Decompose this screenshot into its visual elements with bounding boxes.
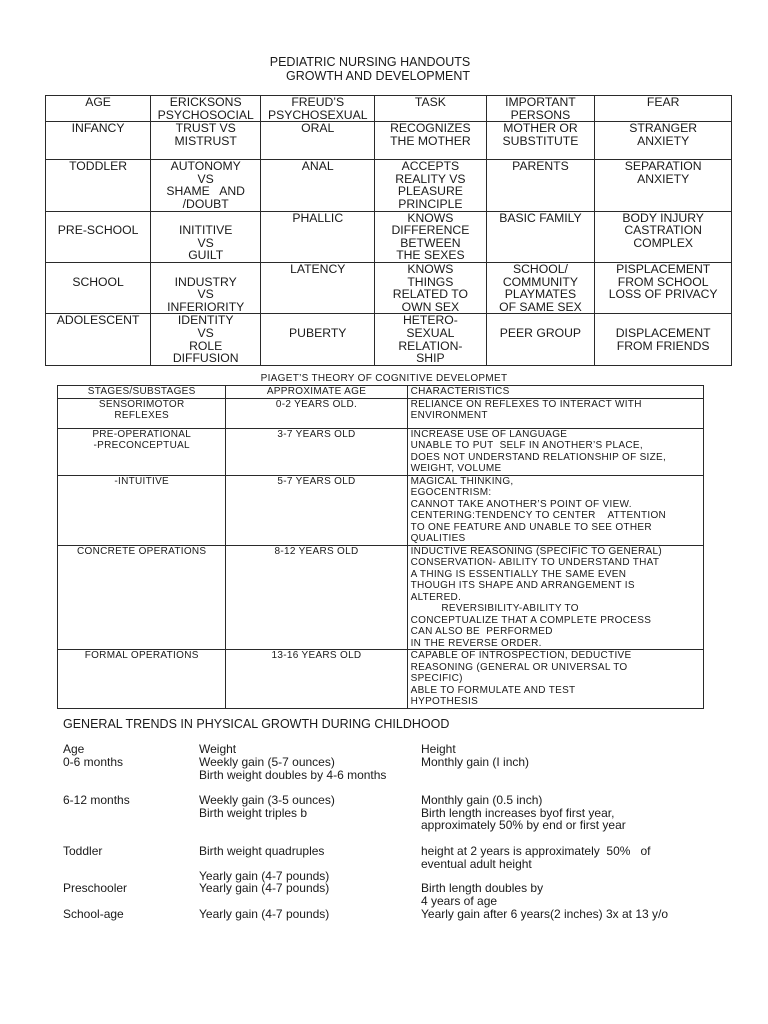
growth-weight: Weekly gain (5-7 ounces): [199, 755, 335, 769]
cell-text-line: FORMAL OPERATIONS: [84, 650, 199, 661]
growth-weight: Birth weight triples b: [199, 805, 308, 820]
table-header-row: [46, 96, 732, 122]
cell-text-line: IN THE REVERSE ORDER.: [410, 637, 542, 649]
cell-fear: [595, 160, 732, 211]
cell-text-line: MISTRUST: [174, 133, 237, 148]
cell-psychosocial: [151, 122, 261, 160]
cell-task: [375, 122, 486, 160]
cell-text-line: RELIANCE ON REFLEXES TO INTERACT WITH: [410, 398, 642, 410]
cell-text-line: ENVIRONMENT: [410, 410, 488, 421]
growth-age: Toddler: [63, 844, 103, 858]
cell-text-line: PLEASURE: [397, 184, 463, 199]
cell-text-line: ADOLESCENT: [56, 313, 140, 328]
cell-characteristics: [407, 650, 703, 709]
cell-text-line: COMMUNITY: [502, 274, 579, 289]
growth-height: Monthly gain (I inch): [421, 755, 530, 769]
cell-text-line: MOTHER OR: [503, 121, 578, 136]
growth-height: Yearly gain after 6 years(2 inches) 3x at 13 y/o: [421, 907, 669, 921]
cell-text-line: SHIP: [416, 351, 445, 366]
cell-stage: [58, 545, 226, 650]
cell-stage: [58, 398, 226, 428]
growth-age: 6-12 months: [63, 793, 130, 807]
cell-text-line: PRE-OPERATIONAL: [92, 428, 192, 440]
cell-text-line: SPECIFIC): [410, 673, 463, 684]
cell-text-line: MAGICAL THINKING,: [410, 475, 514, 487]
header-cell-age: APPROXIMATE AGE: [226, 386, 407, 399]
growth-header-weight: Weight: [199, 742, 237, 756]
cell-text-line: CENTERING:TENDENCY TO CENTER ATTENTION: [410, 510, 667, 521]
cell-age: 8-12 YEARS OLD: [226, 545, 407, 650]
cell-task: [375, 262, 486, 313]
growth-height: Monthly gain (0.5 inch): [421, 793, 543, 807]
cell-psychosocial: [151, 262, 261, 313]
cell-text-line: [48, 263, 148, 276]
cell-text-line: TO ONE FEATURE AND UNABLE TO SEE OTHER: [410, 521, 652, 533]
cell-text-line: SCHOOL/: [513, 261, 568, 276]
cell-stage: [58, 475, 226, 545]
cell-text-line: ACCEPTS: [401, 159, 460, 174]
cell-text-line: AUTONOMY: [170, 159, 241, 174]
cell-text-line: ORAL: [301, 121, 335, 136]
growth-height: Birth length increases byof first year,: [421, 805, 615, 820]
cell-text-line: SEPARATION: [624, 159, 702, 174]
cell-age: 3-7 YEARS OLD: [226, 428, 407, 475]
cell-text-line: OF SAME SEX: [499, 299, 582, 314]
cell-characteristics: [407, 398, 703, 428]
cell-text-line: INDUCTIVE REASONING (SPECIFIC TO GENERAL): [410, 545, 663, 557]
cell-important-persons: [486, 122, 595, 160]
cell-text-line: IMPORTANT: [505, 95, 576, 109]
cell-text-line: VS: [197, 235, 214, 250]
cell-text-line: IDENTITY: [177, 313, 234, 328]
cell-text-line: GUILT: [188, 248, 224, 263]
header-cell-psychosocial: [151, 96, 261, 122]
header-cell-stage: STAGES/SUBSTAGES: [58, 386, 226, 399]
piaget-table: [57, 385, 704, 709]
cell-text-line: /DOUBT: [182, 196, 229, 211]
cell-text-line: REALITY VS: [395, 171, 466, 186]
growth-weight: Yearly gain (4-7 pounds): [199, 907, 330, 921]
cell-text-line: DIFFUSION: [172, 351, 239, 366]
cell-text-line: QUALITIES: [410, 533, 466, 544]
cell-text-line: THE SEXES: [396, 248, 465, 263]
cell-text-line: FREUD’S: [291, 95, 345, 109]
cell-text-line: INCREASE USE OF LANGUAGE: [410, 428, 568, 440]
cell-text-line: SCHOOL: [72, 274, 124, 289]
cell-psychosexual: [261, 262, 375, 313]
cell-task: [375, 160, 486, 211]
cell-text-line: KNOWS: [407, 261, 454, 276]
cell-text-line: LATENCY: [290, 261, 346, 276]
cell-text-line: RECOGNIZES: [390, 121, 471, 136]
growth-header-age: Age: [63, 742, 85, 756]
table-row: [46, 211, 732, 262]
cell-characteristics: [407, 428, 703, 475]
growth-trends-title: GENERAL TRENDS IN PHYSICAL GROWTH DURING CHILDHOOD: [63, 717, 450, 731]
cell-age: [46, 314, 151, 365]
cell-text-line: -PRECONCEPTUAL: [93, 440, 190, 451]
cell-text-line: DOES NOT UNDERSTAND RELATIONSHIP OF SIZE,: [410, 451, 667, 463]
cell-text-line: STRANGER: [629, 121, 698, 136]
growth-age: 0-6 months: [63, 755, 124, 769]
cell-text-line: HETERO-: [402, 313, 458, 328]
cell-text-line: ANXIETY: [637, 133, 690, 148]
growth-height: eventual adult height: [421, 856, 532, 871]
cell-text-line: RELATED TO: [392, 287, 468, 302]
cell-characteristics: [407, 475, 703, 545]
cell-text-line: CONSERVATION- ABILITY TO UNDERSTAND THAT: [410, 557, 660, 568]
cell-psychosexual: [261, 314, 375, 365]
cell-important-persons: [486, 160, 595, 211]
cell-text-line: REVERSIBILITY-ABILITY TO: [410, 603, 579, 614]
cell-text-line: [153, 263, 258, 276]
cell-text-line: PERSONS: [510, 107, 571, 122]
table-row: [58, 428, 704, 475]
cell-text-line: PSYCHOSEXUAL: [267, 107, 368, 122]
cell-text-line: INFANCY: [71, 121, 125, 136]
cell-text-line: CONCEPTUALIZE THAT A COMPLETE PROCESS: [410, 614, 652, 626]
cell-age: 0-2 YEARS OLD.: [226, 398, 407, 428]
cell-text-line: UNABLE TO PUT SELF IN ANOTHER’S PLACE,: [410, 440, 643, 451]
cell-text-line: FROM FRIENDS: [616, 338, 710, 353]
growth-weight: Birth weight doubles by 4-6 months: [199, 767, 387, 782]
cell-text-line: PEER GROUP: [499, 325, 582, 340]
cell-text-line: ABLE TO FORMULATE AND TEST: [410, 684, 576, 696]
piaget-table-title: PIAGET’S THEORY OF COGNITIVE DEVELOPMET: [260, 373, 508, 384]
cell-text-line: WEIGHT, VOLUME: [410, 463, 502, 474]
cell-psychosexual: [261, 211, 375, 262]
growth-age: School-age: [63, 907, 124, 921]
cell-text-line: PSYCHOSOCIAL: [157, 107, 254, 122]
cell-characteristics: [407, 545, 703, 650]
cell-fear: [595, 211, 732, 262]
growth-height: height at 2 years is approximately 50% of: [421, 844, 651, 858]
cell-text-line: ALTERED.: [410, 591, 462, 603]
cell-text-line: INITITIVE: [178, 223, 233, 238]
cell-text-line: PLAYMATES: [504, 287, 577, 302]
cell-text-line: AGE: [85, 95, 111, 109]
growth-age: Preschooler: [63, 881, 128, 895]
cell-psychosexual: [261, 122, 375, 160]
cell-text-line: THINGS: [407, 274, 454, 289]
cell-text-line: PRINCIPLE: [398, 196, 463, 211]
cell-fear: [595, 122, 732, 160]
header-cell-fear: [595, 96, 732, 122]
cell-text-line: THE MOTHER: [390, 133, 471, 148]
growth-weight: Weekly gain (3-5 ounces): [199, 793, 335, 807]
cell-text-line: VS: [197, 287, 214, 302]
cell-psychosocial: [151, 211, 261, 262]
cell-text-line: DISPLACEMENT: [615, 325, 711, 340]
cell-text-line: ERICKSONS: [169, 95, 242, 109]
erikson-freud-table: [45, 95, 732, 366]
table-row: [58, 545, 704, 650]
cell-text-line: CONCRETE OPERATIONS: [76, 545, 207, 557]
header-cell-characteristics: CHARACTERISTICS: [407, 386, 703, 399]
table-row: [58, 398, 704, 428]
cell-text-line: CAPABLE OF INTROSPECTION, DEDUCTIVE: [410, 650, 632, 661]
cell-text-line: PUBERTY: [289, 325, 347, 340]
header-cell-psychosexual: [261, 96, 375, 122]
cell-age: [46, 211, 151, 262]
cell-text-line: INFERIORITY: [167, 299, 245, 314]
cell-text-line: VS: [197, 325, 214, 340]
cell-text-line: ANXIETY: [637, 171, 690, 186]
cell-psychosocial: [151, 160, 261, 211]
table-row: [46, 314, 732, 365]
cell-text-line: BASIC FAMILY: [499, 210, 582, 225]
table-row: [46, 262, 732, 313]
cell-text-line: THOUGH ITS SHAPE AND ARRANGEMENT IS: [410, 580, 635, 591]
table-row: [46, 160, 732, 211]
growth-height: 4 years of age: [421, 893, 498, 908]
cell-text-line: TRUST VS: [175, 121, 236, 136]
cell-text-line: CANNOT TAKE ANOTHER’S POINT OF VIEW.: [410, 498, 632, 510]
cell-text-line: TASK: [414, 95, 446, 109]
cell-fear: [595, 262, 732, 313]
growth-weight: Birth weight quadruples: [199, 844, 325, 858]
cell-text-line: REASONING (GENERAL OR UNIVERSAL TO: [410, 661, 628, 673]
growth-weight: Yearly gain (4-7 pounds): [199, 881, 330, 895]
cell-text-line: PARENTS: [512, 159, 569, 174]
header-cell-important-persons: [486, 96, 595, 122]
cell-text-line: FEAR: [646, 95, 680, 109]
cell-age: [46, 262, 151, 313]
cell-important-persons: [486, 314, 595, 365]
cell-psychosocial: [151, 314, 261, 365]
cell-text-line: -INTUITIVE: [114, 475, 170, 487]
cell-text-line: KNOWS: [407, 210, 454, 225]
cell-age: 5-7 YEARS OLD: [226, 475, 407, 545]
cell-text-line: INDUSTRY: [174, 274, 237, 289]
cell-text-line: EGOCENTRISM:: [410, 487, 492, 498]
cell-fear: [595, 314, 732, 365]
cell-text-line: ANAL: [301, 159, 334, 174]
header-cell-age: [46, 96, 151, 122]
document-subtitle: GROWTH AND DEVELOPMENT: [285, 69, 471, 83]
document-title: PEDIATRIC NURSING HANDOUTS: [269, 55, 471, 69]
cell-text-line: LOSS OF PRIVACY: [608, 287, 718, 302]
cell-text-line: ROLE: [189, 338, 223, 353]
growth-height: Birth length doubles by: [421, 881, 544, 895]
growth-height: approximately 50% by end or first year: [421, 818, 626, 833]
cell-text-line: SEXUAL: [406, 325, 455, 340]
cell-text-line: RELATION-: [398, 338, 463, 353]
cell-text-line: SENSORIMOTOR: [98, 398, 185, 410]
cell-text-line: CAN ALSO BE PERFORMED: [410, 626, 553, 637]
cell-text-line: REFLEXES: [114, 410, 170, 421]
cell-text-line: A THING IS ESSENTIALLY THE SAME EVEN: [410, 568, 627, 580]
cell-stage: [58, 650, 226, 709]
table-row: [46, 122, 732, 160]
cell-text-line: COMPLEX: [633, 235, 693, 250]
growth-header-height: Height: [421, 742, 456, 756]
cell-text-line: CASTRATION: [624, 223, 702, 238]
cell-important-persons: [486, 211, 595, 262]
cell-age: [46, 160, 151, 211]
cell-text-line: PISPLACEMENT: [616, 261, 711, 276]
cell-text-line: FROM SCHOOL: [617, 274, 709, 289]
cell-text-line: SHAME AND: [166, 184, 245, 199]
cell-task: [375, 314, 486, 365]
growth-weight: Yearly gain (4-7 pounds): [199, 869, 330, 884]
cell-text-line: HYPOTHESIS: [410, 696, 479, 707]
cell-text-line: TODDLER: [69, 159, 128, 174]
cell-age: [46, 122, 151, 160]
cell-text-line: BETWEEN: [400, 235, 461, 250]
header-cell-task: [375, 96, 486, 122]
cell-age: 13-16 YEARS OLD: [226, 650, 407, 709]
cell-stage: [58, 428, 226, 475]
table-row: [58, 475, 704, 545]
cell-text-line: PHALLIC: [292, 210, 344, 225]
cell-text-line: DIFFERENCE: [391, 223, 470, 238]
cell-important-persons: [486, 262, 595, 313]
cell-task: [375, 211, 486, 262]
cell-text-line: PRE-SCHOOL: [57, 223, 139, 238]
cell-text-line: VS: [197, 171, 214, 186]
cell-text-line: SUBSTITUTE: [502, 133, 579, 148]
table-header-row: [58, 386, 704, 399]
cell-psychosexual: [261, 160, 375, 211]
cell-text-line: OWN SEX: [401, 299, 460, 314]
table-row: [58, 650, 704, 709]
cell-text-line: BODY INJURY: [622, 210, 704, 225]
